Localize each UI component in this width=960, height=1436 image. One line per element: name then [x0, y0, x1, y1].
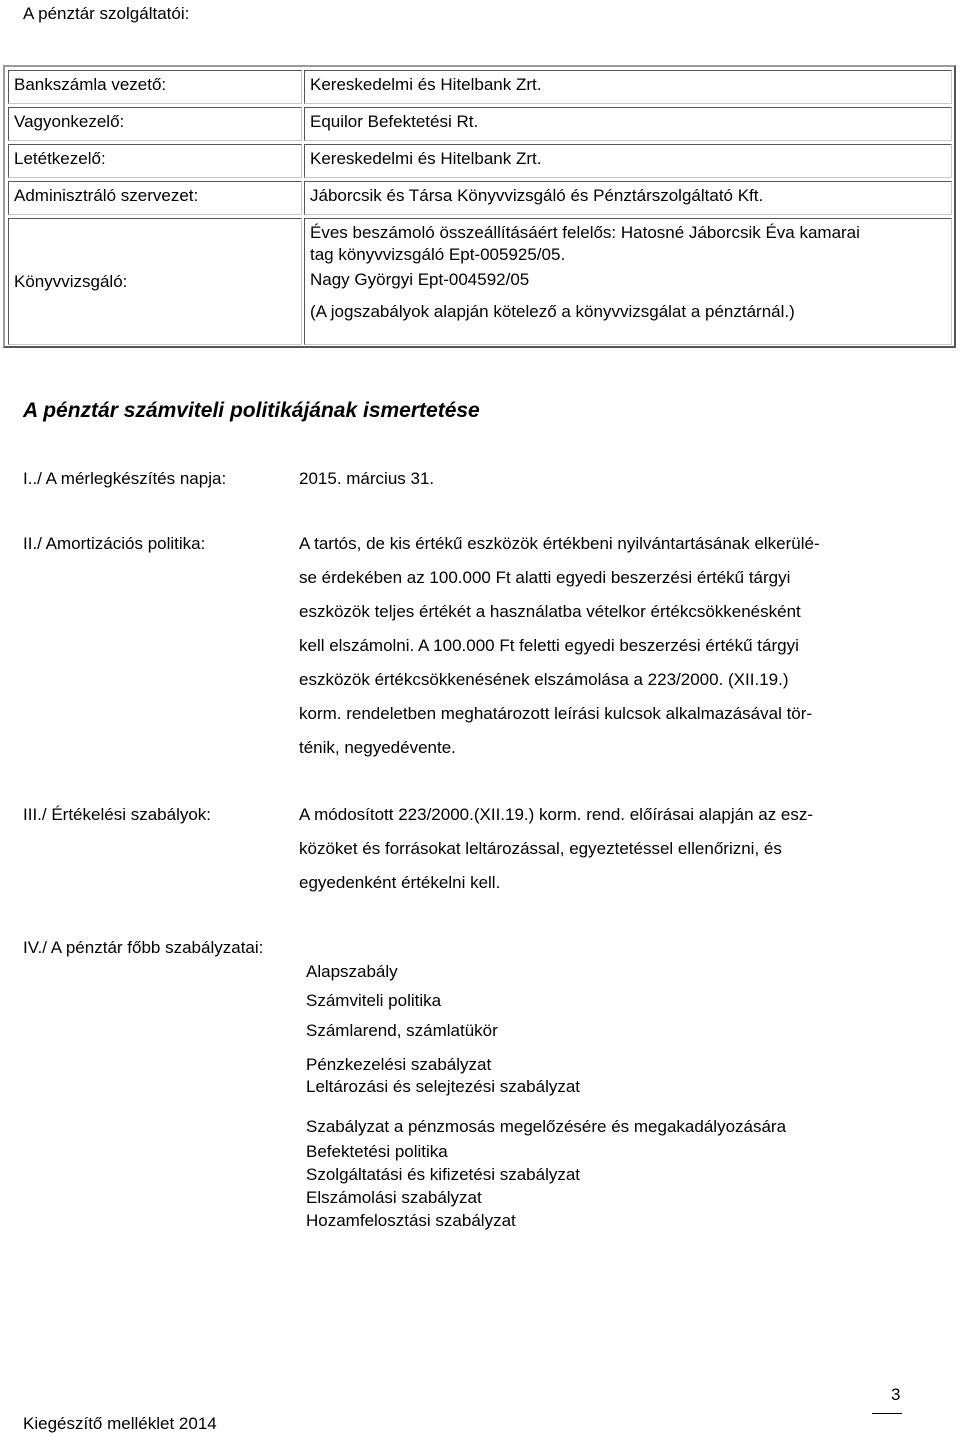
provider-value	[304, 218, 952, 345]
paragraph-line: korm. rendeletben meghatározott leírási kulcsok alkalmazásával tör-	[299, 704, 813, 723]
provider-value	[304, 70, 952, 104]
paragraph-line: eszközök teljes értékét a használatba vételkor értékcsökkenésként	[299, 602, 801, 621]
provider-value-line: Kereskedelmi és Hitelbank Zrt.	[310, 75, 542, 94]
section-4-label: IV./ A pénztár főbb szabályzatai:	[23, 938, 264, 957]
section-1-label: I../ A mérlegkészítés napja:	[23, 469, 227, 488]
provider-value-line: Éves beszámoló összeállításáért felelős: Hatosné Jáborcsik Éva kamarai	[310, 223, 860, 242]
provider-value-line: Jáborcsik és Társa Könyvvizsgáló és Pénztárszolgáltató Kft.	[310, 186, 764, 205]
section-3-label: III./ Értékelési szabályok:	[23, 805, 212, 824]
paragraph-line: egyedenként értékelni kell.	[299, 873, 501, 892]
section-2-label: II./ Amortizációs politika:	[23, 534, 206, 553]
section-heading: A pénztár számviteli politikájának ismertetése	[23, 399, 480, 422]
list-item: Alapszabály	[306, 962, 398, 981]
provider-label: Könyvvizsgáló:	[8, 218, 302, 345]
paragraph-line: se érdekében az 100.000 Ft alatti egyedi beszerzési értékű tárgyi	[299, 568, 791, 587]
list-item: Pénzkezelési szabályzat	[306, 1055, 492, 1074]
provider-value-line: (A jogszabályok alapján kötelező a könyvvizsgálat a pénztárnál.)	[310, 302, 795, 321]
intro-title: A pénztár szolgáltatói:	[23, 4, 190, 23]
provider-value-line: Nagy Györgyi Ept-004592/05	[310, 270, 530, 289]
provider-value	[304, 144, 952, 178]
provider-label: Bankszámla vezető:	[8, 70, 302, 104]
paragraph-line: ténik, negyedévente.	[299, 738, 456, 757]
footer-rule	[872, 1413, 902, 1414]
list-item: Számviteli politika	[306, 991, 442, 1010]
list-item: Számlarend, számlatükör	[306, 1021, 498, 1040]
paragraph-line: kell elszámolni. A 100.000 Ft feletti egyedi beszerzési értékű tárgyi	[299, 636, 799, 655]
paragraph-line: A módosított 223/2000.(XII.19.) korm. rend. előírásai alapján az esz-	[299, 805, 814, 824]
paragraph-line: eszközök értékcsökkenésének elszámolása a 223/2000. (XII.19.)	[299, 670, 789, 689]
section-1-text: 2015. március 31.	[299, 469, 435, 488]
list-item: Szolgáltatási és kifizetési szabályzat	[306, 1165, 581, 1184]
provider-value-line: Kereskedelmi és Hitelbank Zrt.	[310, 149, 542, 168]
provider-value-line: Equilor Befektetési Rt.	[310, 112, 479, 131]
service-providers-table	[3, 65, 956, 348]
provider-label: Vagyonkezelő:	[8, 107, 302, 141]
page-number: 3	[891, 1385, 901, 1404]
list-item: Szabályzat a pénzmosás megelőzésére és megakadályozására	[306, 1117, 787, 1136]
list-item: Befektetési politika	[306, 1142, 448, 1161]
paragraph-line: A tartós, de kis értékű eszközök értékbeni nyilvántartásának elkerülé-	[299, 534, 820, 553]
paragraph-line: közöket és forrásokat leltározással, egyeztetéssel ellenőrizni, és	[299, 839, 782, 858]
provider-label: Letétkezelő:	[8, 144, 302, 178]
list-item: Elszámolási szabályzat	[306, 1188, 482, 1207]
provider-value	[304, 107, 952, 141]
provider-value-line: tag könyvvizsgáló Ept-005925/05.	[310, 245, 566, 264]
provider-label: Adminisztráló szervezet:	[8, 181, 302, 215]
list-item: Hozamfelosztási szabályzat	[306, 1211, 516, 1230]
list-item: Leltározási és selejtezési szabályzat	[306, 1077, 581, 1096]
provider-value	[304, 181, 952, 215]
footer-text: Kiegészítő melléklet 2014	[23, 1414, 217, 1433]
